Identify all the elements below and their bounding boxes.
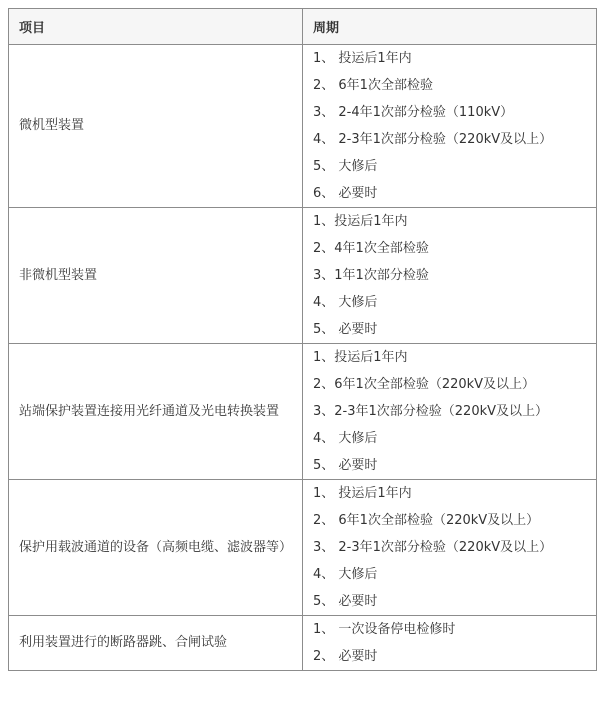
item-cell: 站端保护装置连接用光纤通道及光电转换装置 — [9, 344, 303, 480]
period-item: 1、投运后1年内 — [313, 214, 408, 229]
period-item: 4、 大修后 — [313, 295, 378, 310]
item-cell: 利用装置进行的断路器跳、合闸试验 — [9, 616, 303, 671]
period-item: 4、 2-3年1次部分检验（220kV及以上） — [313, 132, 553, 147]
item-cell: 非微机型装置 — [9, 208, 303, 344]
period-cell — [303, 45, 597, 208]
inspection-schedule-table — [8, 8, 597, 671]
table-row — [9, 480, 597, 616]
period-item: 3、2-3年1次部分检验（220kV及以上） — [313, 404, 549, 419]
period-item: 1、 投运后1年内 — [313, 51, 412, 66]
table-row — [9, 45, 597, 208]
table-row — [9, 208, 597, 344]
period-item: 1、 投运后1年内 — [313, 486, 412, 501]
period-list — [313, 480, 586, 615]
period-item: 5、 大修后 — [313, 159, 378, 174]
period-cell — [303, 616, 597, 671]
header-item: 项目 — [9, 9, 303, 45]
period-item: 1、 一次设备停电检修时 — [313, 622, 456, 637]
period-item: 3、 2-4年1次部分检验（110kV） — [313, 105, 514, 120]
period-item: 5、 必要时 — [313, 594, 378, 609]
period-cell — [303, 208, 597, 344]
period-item: 1、投运后1年内 — [313, 350, 408, 365]
table-header — [9, 9, 597, 45]
period-cell — [303, 344, 597, 480]
period-list — [313, 45, 586, 207]
period-item: 2、4年1次全部检验 — [313, 241, 429, 256]
table-row — [9, 616, 597, 671]
period-item: 3、 2-3年1次部分检验（220kV及以上） — [313, 540, 553, 555]
header-row — [9, 9, 597, 45]
period-list — [313, 344, 586, 479]
table-row — [9, 344, 597, 480]
period-item: 2、6年1次全部检验（220kV及以上） — [313, 377, 536, 392]
period-item: 5、 必要时 — [313, 322, 378, 337]
period-item: 4、 大修后 — [313, 431, 378, 446]
item-cell: 微机型装置 — [9, 45, 303, 208]
period-item: 4、 大修后 — [313, 567, 378, 582]
period-item: 2、 必要时 — [313, 649, 378, 664]
period-item: 5、 必要时 — [313, 458, 378, 473]
period-cell — [303, 480, 597, 616]
table-body — [9, 45, 597, 671]
period-item: 6、 必要时 — [313, 186, 378, 201]
period-item: 2、 6年1次全部检验 — [313, 78, 433, 93]
period-list — [313, 616, 586, 670]
period-item: 3、1年1次部分检验 — [313, 268, 429, 283]
header-period: 周期 — [303, 9, 597, 45]
period-list — [313, 208, 586, 343]
item-cell: 保护用载波通道的设备（高频电缆、滤波器等） — [9, 480, 303, 616]
period-item: 2、 6年1次全部检验（220kV及以上） — [313, 513, 540, 528]
